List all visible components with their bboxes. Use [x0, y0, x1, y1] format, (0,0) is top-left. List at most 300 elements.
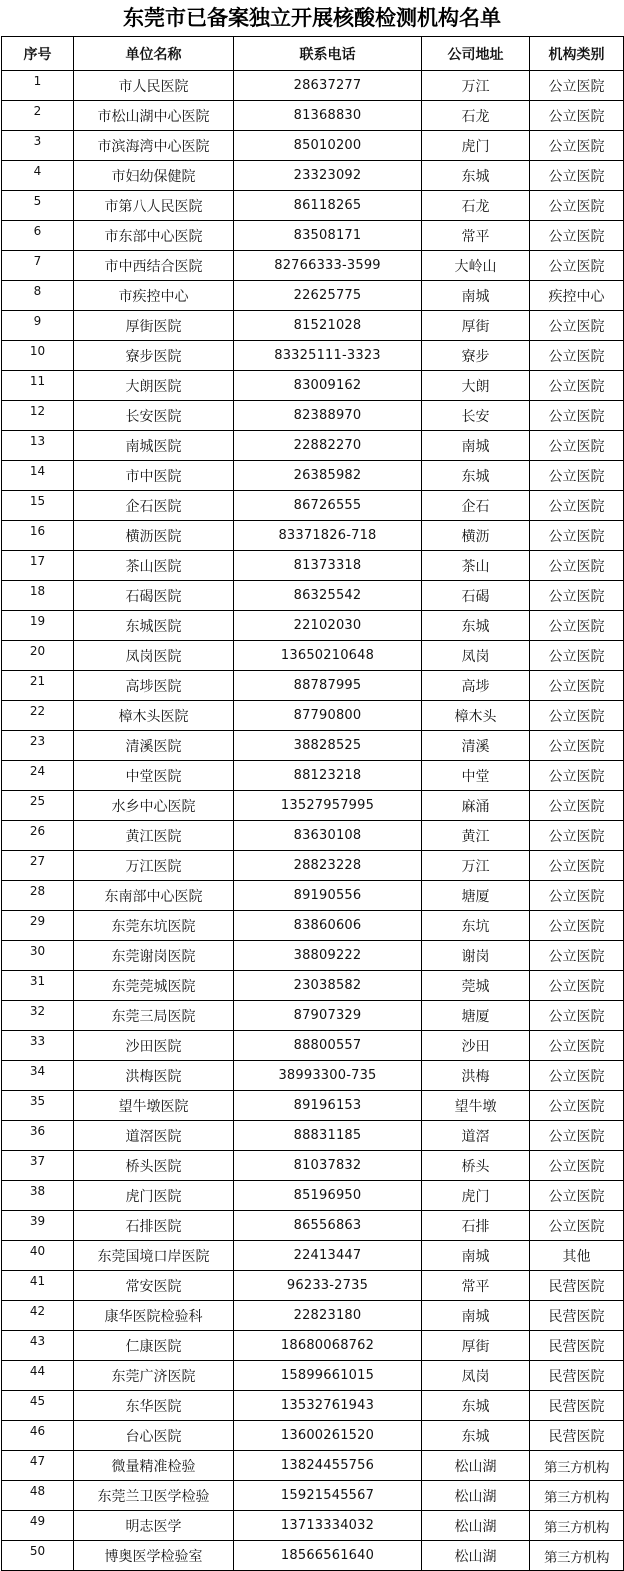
address: 洪梅 [422, 1061, 530, 1091]
category: 公立医院 [530, 761, 624, 791]
category: 公立医院 [530, 1091, 624, 1121]
category: 疾控中心 [530, 281, 624, 311]
header-category: 机构类别 [530, 37, 624, 71]
unit-name: 市中西结合医院 [74, 251, 234, 281]
table-row [2, 1181, 624, 1211]
row-index: 42 [2, 1301, 74, 1331]
phone-number: 83860606 [234, 911, 422, 941]
row-index: 33 [2, 1031, 74, 1061]
row-index: 24 [2, 761, 74, 791]
phone-number: 81368830 [234, 101, 422, 131]
address: 东城 [422, 1391, 530, 1421]
table-row [2, 71, 624, 101]
table-row [2, 1091, 624, 1121]
phone-number: 22882270 [234, 431, 422, 461]
address: 万江 [422, 71, 530, 101]
address: 塘厦 [422, 1001, 530, 1031]
row-index: 11 [2, 371, 74, 401]
row-index: 19 [2, 611, 74, 641]
category: 公立医院 [530, 611, 624, 641]
header-unit-name: 单位名称 [74, 37, 234, 71]
table-row [2, 821, 624, 851]
unit-name: 东城医院 [74, 611, 234, 641]
unit-name: 凤岗医院 [74, 641, 234, 671]
unit-name: 微量精准检验 [74, 1451, 234, 1481]
unit-name: 万江医院 [74, 851, 234, 881]
category: 第三方机构 [530, 1481, 624, 1511]
header-index: 序号 [2, 37, 74, 71]
category: 公立医院 [530, 221, 624, 251]
phone-number: 83630108 [234, 821, 422, 851]
table-row [2, 551, 624, 581]
phone-number: 88123218 [234, 761, 422, 791]
address: 东坑 [422, 911, 530, 941]
address: 石排 [422, 1211, 530, 1241]
row-index: 7 [2, 251, 74, 281]
row-index: 16 [2, 521, 74, 551]
phone-number: 23038582 [234, 971, 422, 1001]
address: 松山湖 [422, 1541, 530, 1571]
phone-number: 83009162 [234, 371, 422, 401]
unit-name: 石碣医院 [74, 581, 234, 611]
row-index: 48 [2, 1481, 74, 1511]
row-index: 31 [2, 971, 74, 1001]
address: 东城 [422, 161, 530, 191]
table-row [2, 1061, 624, 1091]
institution-table [1, 36, 624, 1571]
table-row [2, 1361, 624, 1391]
unit-name: 南城医院 [74, 431, 234, 461]
address: 常平 [422, 1271, 530, 1301]
category: 公立医院 [530, 491, 624, 521]
unit-name: 茶山医院 [74, 551, 234, 581]
unit-name: 虎门医院 [74, 1181, 234, 1211]
unit-name: 大朗医院 [74, 371, 234, 401]
row-index: 8 [2, 281, 74, 311]
phone-number: 85010200 [234, 131, 422, 161]
row-index: 13 [2, 431, 74, 461]
category: 公立医院 [530, 1211, 624, 1241]
table-row [2, 521, 624, 551]
address: 中堂 [422, 761, 530, 791]
category: 公立医院 [530, 191, 624, 221]
row-index: 30 [2, 941, 74, 971]
table-row [2, 971, 624, 1001]
address: 南城 [422, 281, 530, 311]
unit-name: 博奥医学检验室 [74, 1541, 234, 1571]
category: 民营医院 [530, 1331, 624, 1361]
category: 公立医院 [530, 161, 624, 191]
table-row [2, 221, 624, 251]
address: 莞城 [422, 971, 530, 1001]
phone-number: 26385982 [234, 461, 422, 491]
unit-name: 东莞广济医院 [74, 1361, 234, 1391]
unit-name: 东莞莞城医院 [74, 971, 234, 1001]
table-row [2, 671, 624, 701]
table-row [2, 881, 624, 911]
row-index: 10 [2, 341, 74, 371]
unit-name: 市疾控中心 [74, 281, 234, 311]
table-row [2, 641, 624, 671]
table-row [2, 1241, 624, 1271]
address: 寮步 [422, 341, 530, 371]
category: 民营医院 [530, 1361, 624, 1391]
unit-name: 黄江医院 [74, 821, 234, 851]
row-index: 20 [2, 641, 74, 671]
unit-name: 道滘医院 [74, 1121, 234, 1151]
unit-name: 东莞东坑医院 [74, 911, 234, 941]
row-index: 32 [2, 1001, 74, 1031]
category: 第三方机构 [530, 1451, 624, 1481]
unit-name: 厚街医院 [74, 311, 234, 341]
row-index: 23 [2, 731, 74, 761]
unit-name: 石排医院 [74, 1211, 234, 1241]
category: 公立医院 [530, 851, 624, 881]
phone-number: 13713334032 [234, 1511, 422, 1541]
category: 公立医院 [530, 821, 624, 851]
phone-number: 87790800 [234, 701, 422, 731]
category: 公立医院 [530, 131, 624, 161]
address: 塘厦 [422, 881, 530, 911]
phone-number: 88800557 [234, 1031, 422, 1061]
category: 公立医院 [530, 371, 624, 401]
phone-number: 18680068762 [234, 1331, 422, 1361]
table-row [2, 131, 624, 161]
row-index: 29 [2, 911, 74, 941]
category: 公立医院 [530, 71, 624, 101]
row-index: 9 [2, 311, 74, 341]
phone-number: 89196153 [234, 1091, 422, 1121]
category: 公立医院 [530, 731, 624, 761]
table-row [2, 1031, 624, 1061]
table-row [2, 791, 624, 821]
phone-number: 38809222 [234, 941, 422, 971]
address: 石碣 [422, 581, 530, 611]
row-index: 6 [2, 221, 74, 251]
unit-name: 市第八人民医院 [74, 191, 234, 221]
category: 民营医院 [530, 1271, 624, 1301]
category: 公立医院 [530, 101, 624, 131]
address: 南城 [422, 1301, 530, 1331]
table-row [2, 281, 624, 311]
row-index: 44 [2, 1361, 74, 1391]
address: 谢岗 [422, 941, 530, 971]
phone-number: 86556863 [234, 1211, 422, 1241]
unit-name: 中堂医院 [74, 761, 234, 791]
category: 公立医院 [530, 461, 624, 491]
row-index: 41 [2, 1271, 74, 1301]
row-index: 22 [2, 701, 74, 731]
address: 松山湖 [422, 1451, 530, 1481]
unit-name: 东莞国境口岸医院 [74, 1241, 234, 1271]
table-row [2, 1511, 624, 1541]
table-row [2, 761, 624, 791]
address: 松山湖 [422, 1481, 530, 1511]
row-index: 35 [2, 1091, 74, 1121]
table-row [2, 371, 624, 401]
phone-number: 82766333-3599 [234, 251, 422, 281]
table-row [2, 1421, 624, 1451]
row-index: 40 [2, 1241, 74, 1271]
phone-number: 13600261520 [234, 1421, 422, 1451]
category: 公立医院 [530, 971, 624, 1001]
address: 大朗 [422, 371, 530, 401]
address: 万江 [422, 851, 530, 881]
unit-name: 明志医学 [74, 1511, 234, 1541]
phone-number: 82388970 [234, 401, 422, 431]
table-header-row [2, 37, 624, 71]
phone-number: 87907329 [234, 1001, 422, 1031]
category: 公立医院 [530, 641, 624, 671]
unit-name: 望牛墩医院 [74, 1091, 234, 1121]
unit-name: 高埗医院 [74, 671, 234, 701]
unit-name: 市滨海湾中心医院 [74, 131, 234, 161]
table-row [2, 701, 624, 731]
unit-name: 市妇幼保健院 [74, 161, 234, 191]
row-index: 43 [2, 1331, 74, 1361]
category: 公立医院 [530, 521, 624, 551]
category: 公立医院 [530, 881, 624, 911]
row-index: 50 [2, 1541, 74, 1571]
table-row [2, 851, 624, 881]
table-row [2, 1481, 624, 1511]
phone-number: 86726555 [234, 491, 422, 521]
category: 公立医院 [530, 311, 624, 341]
address: 石龙 [422, 101, 530, 131]
table-row [2, 491, 624, 521]
category: 公立医院 [530, 701, 624, 731]
unit-name: 横沥医院 [74, 521, 234, 551]
row-index: 12 [2, 401, 74, 431]
row-index: 27 [2, 851, 74, 881]
row-index: 47 [2, 1451, 74, 1481]
category: 公立医院 [530, 791, 624, 821]
phone-number: 88787995 [234, 671, 422, 701]
unit-name: 清溪医院 [74, 731, 234, 761]
table-body [2, 71, 624, 1571]
unit-name: 水乡中心医院 [74, 791, 234, 821]
address: 横沥 [422, 521, 530, 551]
category: 公立医院 [530, 1001, 624, 1031]
row-index: 37 [2, 1151, 74, 1181]
unit-name: 桥头医院 [74, 1151, 234, 1181]
table-row [2, 1541, 624, 1571]
address: 清溪 [422, 731, 530, 761]
address: 企石 [422, 491, 530, 521]
unit-name: 洪梅医院 [74, 1061, 234, 1091]
table-row [2, 341, 624, 371]
category: 公立医院 [530, 1181, 624, 1211]
category: 其他 [530, 1241, 624, 1271]
header-phone: 联系电话 [234, 37, 422, 71]
address: 麻涌 [422, 791, 530, 821]
table-row [2, 431, 624, 461]
unit-name: 东华医院 [74, 1391, 234, 1421]
table-row [2, 1301, 624, 1331]
phone-number: 88831185 [234, 1121, 422, 1151]
address: 东城 [422, 461, 530, 491]
address: 凤岗 [422, 641, 530, 671]
phone-number: 13650210648 [234, 641, 422, 671]
row-index: 3 [2, 131, 74, 161]
address: 常平 [422, 221, 530, 251]
address: 虎门 [422, 131, 530, 161]
category: 公立医院 [530, 341, 624, 371]
row-index: 36 [2, 1121, 74, 1151]
row-index: 25 [2, 791, 74, 821]
table-row [2, 1001, 624, 1031]
phone-number: 22102030 [234, 611, 422, 641]
row-index: 38 [2, 1181, 74, 1211]
address: 南城 [422, 1241, 530, 1271]
table-row [2, 731, 624, 761]
phone-number: 38828525 [234, 731, 422, 761]
category: 民营医院 [530, 1421, 624, 1451]
address: 松山湖 [422, 1511, 530, 1541]
category: 公立医院 [530, 551, 624, 581]
category: 第三方机构 [530, 1541, 624, 1571]
unit-name: 仁康医院 [74, 1331, 234, 1361]
table-row [2, 251, 624, 281]
row-index: 1 [2, 71, 74, 101]
address: 大岭山 [422, 251, 530, 281]
address: 黄江 [422, 821, 530, 851]
unit-name: 东莞兰卫医学检验 [74, 1481, 234, 1511]
unit-name: 企石医院 [74, 491, 234, 521]
category: 民营医院 [530, 1301, 624, 1331]
address: 茶山 [422, 551, 530, 581]
unit-name: 常安医院 [74, 1271, 234, 1301]
phone-number: 86118265 [234, 191, 422, 221]
row-index: 46 [2, 1421, 74, 1451]
phone-number: 15899661015 [234, 1361, 422, 1391]
table-row [2, 101, 624, 131]
phone-number: 38993300-735 [234, 1061, 422, 1091]
table-row [2, 1211, 624, 1241]
address: 东城 [422, 1421, 530, 1451]
category: 公立医院 [530, 671, 624, 701]
phone-number: 86325542 [234, 581, 422, 611]
phone-number: 81037832 [234, 1151, 422, 1181]
category: 公立医院 [530, 1061, 624, 1091]
address: 南城 [422, 431, 530, 461]
table-row [2, 1331, 624, 1361]
phone-number: 22413447 [234, 1241, 422, 1271]
unit-name: 沙田医院 [74, 1031, 234, 1061]
unit-name: 台心医院 [74, 1421, 234, 1451]
phone-number: 85196950 [234, 1181, 422, 1211]
table-row [2, 1451, 624, 1481]
phone-number: 83371826-718 [234, 521, 422, 551]
row-index: 17 [2, 551, 74, 581]
table-row [2, 401, 624, 431]
address: 长安 [422, 401, 530, 431]
address: 望牛墩 [422, 1091, 530, 1121]
category: 公立医院 [530, 1151, 624, 1181]
address: 东城 [422, 611, 530, 641]
table-row [2, 941, 624, 971]
table-row [2, 311, 624, 341]
category: 第三方机构 [530, 1511, 624, 1541]
category: 民营医院 [530, 1391, 624, 1421]
unit-name: 市中医院 [74, 461, 234, 491]
category: 公立医院 [530, 1031, 624, 1061]
phone-number: 28637277 [234, 71, 422, 101]
unit-name: 市松山湖中心医院 [74, 101, 234, 131]
table-row [2, 611, 624, 641]
row-index: 26 [2, 821, 74, 851]
row-index: 21 [2, 671, 74, 701]
phone-number: 13824455756 [234, 1451, 422, 1481]
category: 公立医院 [530, 941, 624, 971]
table-row [2, 461, 624, 491]
document-title: 东莞市已备案独立开展核酸检测机构名单 [123, 5, 501, 30]
phone-number: 83508171 [234, 221, 422, 251]
table-row [2, 581, 624, 611]
address: 石龙 [422, 191, 530, 221]
phone-number: 81521028 [234, 311, 422, 341]
unit-name: 东南部中心医院 [74, 881, 234, 911]
table-row [2, 1151, 624, 1181]
address: 沙田 [422, 1031, 530, 1061]
category: 公立医院 [530, 251, 624, 281]
category: 公立医院 [530, 911, 624, 941]
address: 樟木头 [422, 701, 530, 731]
phone-number: 15921545567 [234, 1481, 422, 1511]
address: 桥头 [422, 1151, 530, 1181]
unit-name: 寮步医院 [74, 341, 234, 371]
phone-number: 13527957995 [234, 791, 422, 821]
row-index: 28 [2, 881, 74, 911]
row-index: 4 [2, 161, 74, 191]
address: 凤岗 [422, 1361, 530, 1391]
unit-name: 东莞谢岗医院 [74, 941, 234, 971]
unit-name: 市东部中心医院 [74, 221, 234, 251]
row-index: 49 [2, 1511, 74, 1541]
unit-name: 樟木头医院 [74, 701, 234, 731]
phone-number: 23323092 [234, 161, 422, 191]
address: 厚街 [422, 1331, 530, 1361]
row-index: 5 [2, 191, 74, 221]
address: 道滘 [422, 1121, 530, 1151]
table-row [2, 911, 624, 941]
category: 公立医院 [530, 401, 624, 431]
address: 虎门 [422, 1181, 530, 1211]
header-address: 公司地址 [422, 37, 530, 71]
row-index: 34 [2, 1061, 74, 1091]
phone-number: 89190556 [234, 881, 422, 911]
unit-name: 东莞三局医院 [74, 1001, 234, 1031]
table-row [2, 1391, 624, 1421]
row-index: 39 [2, 1211, 74, 1241]
phone-number: 22823180 [234, 1301, 422, 1331]
row-index: 18 [2, 581, 74, 611]
category: 公立医院 [530, 431, 624, 461]
unit-name: 康华医院检验科 [74, 1301, 234, 1331]
table-row [2, 161, 624, 191]
row-index: 45 [2, 1391, 74, 1421]
unit-name: 市人民医院 [74, 71, 234, 101]
phone-number: 28823228 [234, 851, 422, 881]
phone-number: 81373318 [234, 551, 422, 581]
phone-number: 18566561640 [234, 1541, 422, 1571]
row-index: 15 [2, 491, 74, 521]
phone-number: 96233-2735 [234, 1271, 422, 1301]
table-row [2, 1271, 624, 1301]
address: 厚街 [422, 311, 530, 341]
phone-number: 13532761943 [234, 1391, 422, 1421]
phone-number: 83325111-3323 [234, 341, 422, 371]
